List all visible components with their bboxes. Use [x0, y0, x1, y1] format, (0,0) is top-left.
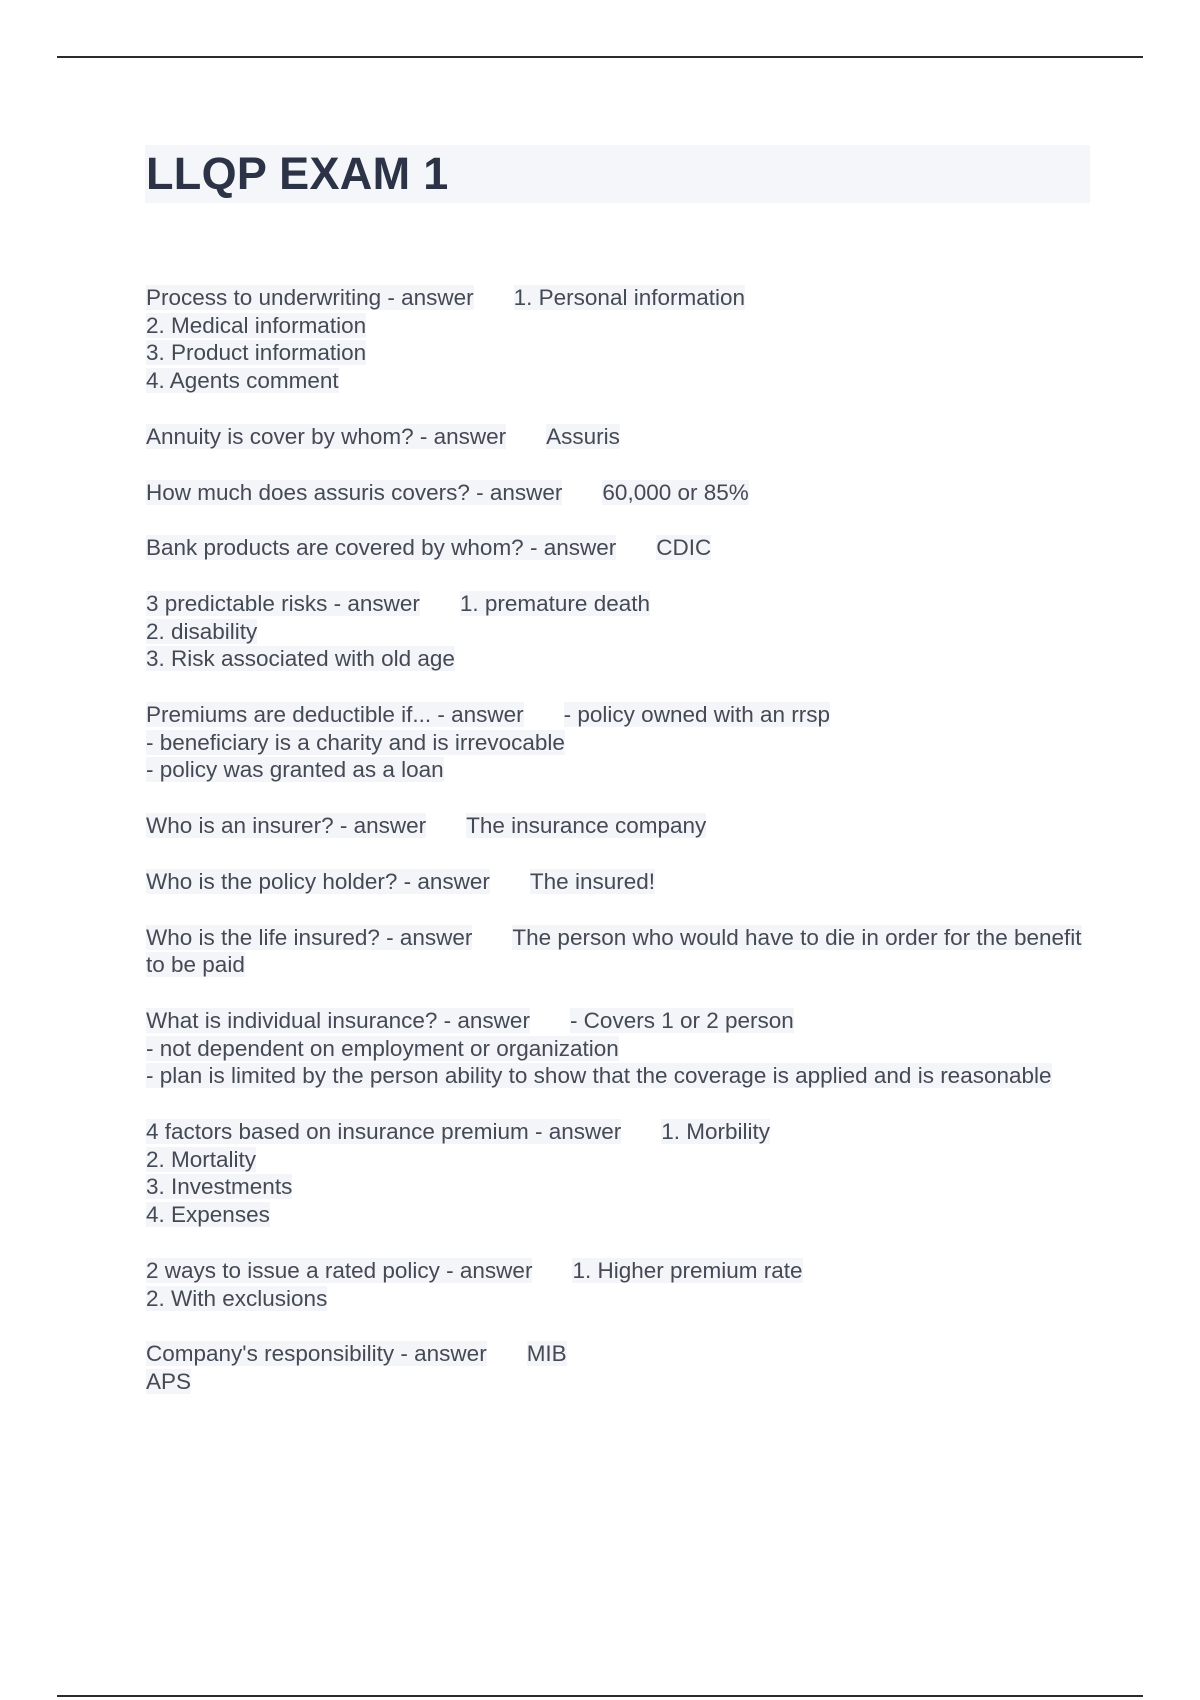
answer-separator: - answer — [394, 1341, 487, 1367]
flashcard-first-line — [146, 701, 1096, 729]
flashcard-answer-line: The person who would have to die in order for the benefit to be paid — [146, 924, 1082, 978]
flashcard-item — [146, 479, 1096, 507]
flashcard-answer-line: - policy was granted as a loan — [146, 757, 444, 783]
answer-separator: - answer — [439, 1257, 533, 1283]
flashcard-answer-line: 1. Morbility — [661, 1119, 771, 1145]
flashcard-item — [146, 1118, 1096, 1229]
flashcard-first-line — [146, 868, 1096, 896]
flashcard-first-line — [146, 534, 1096, 562]
flashcard-item — [146, 812, 1096, 840]
flashcard-answer-line: 1. Personal information — [513, 285, 746, 310]
flashcard-answer-line: Assuris — [546, 423, 620, 449]
flashcard-answer-row — [146, 1285, 1096, 1313]
flashcard-answer-line: 4. Expenses — [146, 1202, 270, 1228]
answer-separator: - answer — [431, 702, 524, 728]
flashcard-question: Bank products are covered by whom? — [146, 535, 524, 561]
flashcard-item — [146, 534, 1096, 562]
flashcard-answer-line: 1. Higher premium rate — [572, 1257, 803, 1283]
flashcard-item — [146, 868, 1096, 896]
flashcard-answer-line: - plan is limited by the person ability to show that the coverage is applied and is reasonable — [146, 1063, 1052, 1089]
flashcard-answer-line: 2. disability — [146, 618, 258, 644]
answer-separator: - answer — [469, 479, 563, 505]
flashcard-answer-line: MIB — [526, 1341, 567, 1367]
flashcard-answer-row — [146, 1146, 1096, 1174]
answer-separator: - answer — [397, 868, 490, 894]
answer-separator: - answer — [327, 590, 420, 616]
flashcard-answer-line: APS — [146, 1368, 192, 1394]
flashcard-question: Who is an insurer? — [146, 813, 334, 839]
flashcard-first-line — [146, 924, 1096, 979]
flashcard-answer-row — [146, 645, 1096, 673]
flashcard-answer-line: 4. Agents comment — [146, 368, 339, 394]
flashcard-question: Company's responsibility — [146, 1341, 395, 1367]
flashcard-answer-line: 2. Mortality — [146, 1146, 257, 1172]
flashcard-item — [146, 423, 1096, 451]
flashcard-item — [146, 1007, 1096, 1090]
flashcard-item — [146, 1257, 1096, 1312]
top-rule — [57, 56, 1143, 58]
flashcard-answer-line: The insured! — [529, 868, 655, 894]
flashcard-answer-line: - policy owned with an rrsp — [563, 702, 831, 728]
flashcard-question: How much does assuris covers? — [146, 479, 470, 505]
flashcard-first-line — [146, 1340, 1096, 1368]
answer-separator: - answer — [381, 285, 474, 310]
bottom-rule — [57, 1695, 1143, 1697]
flashcard-list — [146, 284, 1096, 1424]
flashcard-answer-line: - not dependent on employment or organization — [146, 1035, 619, 1061]
answer-separator: - answer — [413, 423, 507, 449]
flashcard-answer-line: 3. Risk associated with old age — [146, 646, 455, 672]
flashcard-answer-row — [146, 1062, 1096, 1090]
flashcard-answer-line: CDIC — [656, 535, 712, 561]
flashcard-question: 2 ways to issue a rated policy — [146, 1257, 440, 1283]
flashcard-question: Process to underwriting — [146, 285, 382, 310]
flashcard-answer-row — [146, 756, 1096, 784]
flashcard-question: 4 factors based on insurance premium — [146, 1119, 529, 1145]
flashcard-item — [146, 1340, 1096, 1395]
answer-separator: - answer — [523, 535, 617, 561]
flashcard-question: Annuity is cover by whom? — [146, 423, 414, 449]
flashcard-question: 3 predictable risks — [146, 590, 328, 616]
flashcard-first-line — [146, 1257, 1096, 1285]
flashcard-item — [146, 284, 1096, 395]
flashcard-first-line — [146, 284, 1096, 312]
flashcard-first-line — [146, 423, 1096, 451]
flashcard-answer-line: - beneficiary is a charity and is irrevocable — [146, 729, 565, 755]
flashcard-question: What is individual insurance? — [146, 1007, 438, 1033]
flashcard-answer-line: 3. Investments — [146, 1174, 293, 1200]
flashcard-answer-row — [146, 1173, 1096, 1201]
flashcard-answer-row — [146, 339, 1096, 367]
flashcard-item — [146, 590, 1096, 673]
answer-separator: - answer — [333, 813, 427, 839]
flashcard-answer-line: 2. With exclusions — [146, 1285, 328, 1311]
flashcard-answer-line: 1. premature death — [459, 590, 650, 616]
flashcard-first-line — [146, 1118, 1096, 1146]
flashcard-first-line — [146, 590, 1096, 618]
flashcard-answer-line: The insurance company — [466, 813, 707, 839]
flashcard-answer-line: 60,000 or 85% — [602, 479, 749, 505]
flashcard-question: Who is the policy holder? — [146, 868, 398, 894]
flashcard-answer-line: 3. Product information — [146, 340, 367, 366]
flashcard-answer-row — [146, 1368, 1096, 1396]
flashcard-item — [146, 924, 1096, 979]
flashcard-answer-line: 2. Medical information — [146, 312, 367, 338]
answer-separator: - answer — [379, 924, 473, 950]
flashcard-answer-row — [146, 618, 1096, 646]
flashcard-answer-row — [146, 729, 1096, 757]
flashcard-first-line — [146, 479, 1096, 507]
flashcard-first-line — [146, 812, 1096, 840]
flashcard-question: Who is the life insured? — [146, 924, 380, 950]
flashcard-answer-row — [146, 367, 1096, 395]
answer-separator: - answer — [528, 1119, 622, 1145]
flashcard-question: Premiums are deductible if... — [146, 702, 432, 728]
answer-separator: - answer — [437, 1007, 530, 1033]
flashcard-answer-row — [146, 312, 1096, 340]
flashcard-answer-row — [146, 1035, 1096, 1063]
page-title: LLQP EXAM 1 — [146, 148, 449, 199]
flashcard-item — [146, 701, 1096, 784]
flashcard-first-line — [146, 1007, 1096, 1035]
flashcard-answer-line: - Covers 1 or 2 person — [569, 1007, 794, 1033]
flashcard-answer-row — [146, 1201, 1096, 1229]
